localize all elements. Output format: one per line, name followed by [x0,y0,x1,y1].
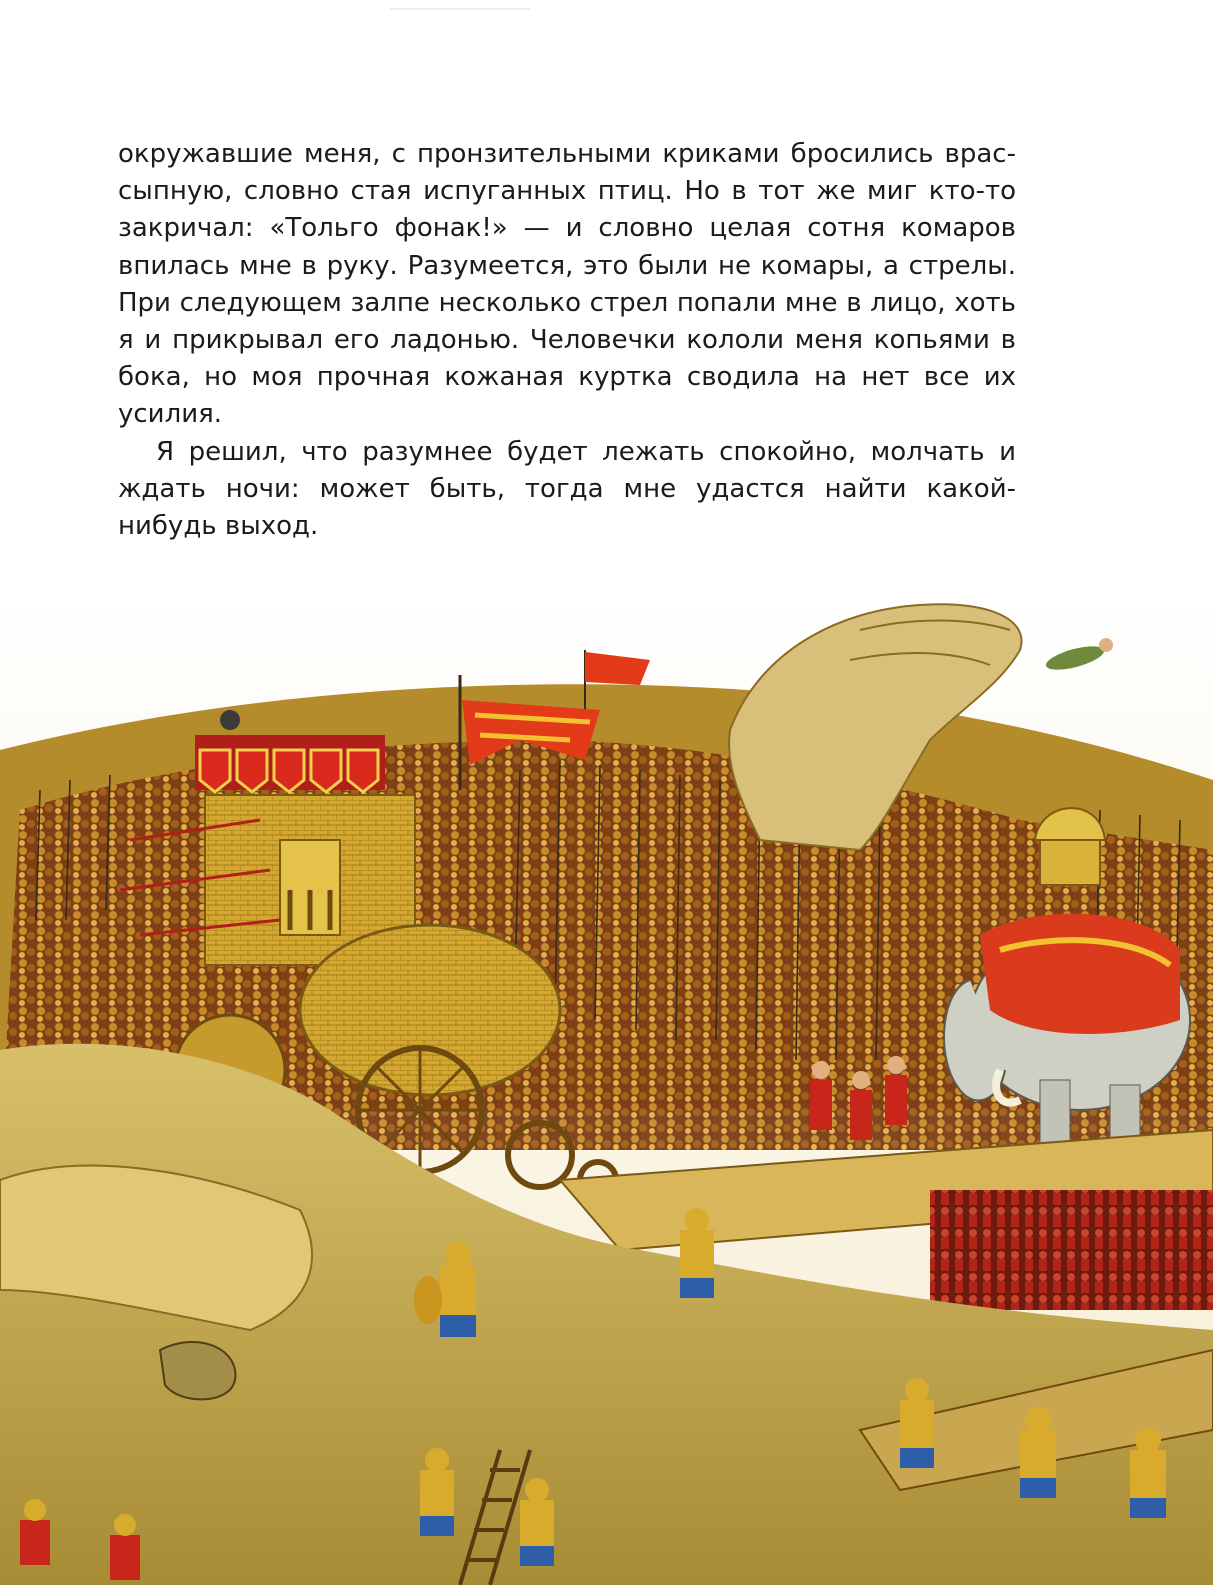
body-text [118,136,1016,545]
paragraph-1: окружавшие меня, с пронзительными криками бросились врассыпную, словно стая испуганных птиц. Но в тот же миг кто-то закричал: «Тольго фонак!» — и словно целая сотня комаров впилась мне в руку. Разумеется, это были не комары, а стрелы. При следующем залпе несколько стрел попали мне в лицо, хоть я и прикрывал его ладонью. Человечки кололи меня копьями в бока, но моя прочная кожаная куртка сводила на нет все их усилия. [118,139,1016,430]
illustration-svg [0,590,1213,1585]
red-army [930,1190,1213,1310]
top-rule [390,8,530,10]
battle-illustration [0,590,1213,1585]
paragraph-2: Я решил, что разумнее будет лежать спокойно, молчать и ждать ночи: может быть, тогда мне удастся найти какой-нибудь выход. [118,436,1016,542]
